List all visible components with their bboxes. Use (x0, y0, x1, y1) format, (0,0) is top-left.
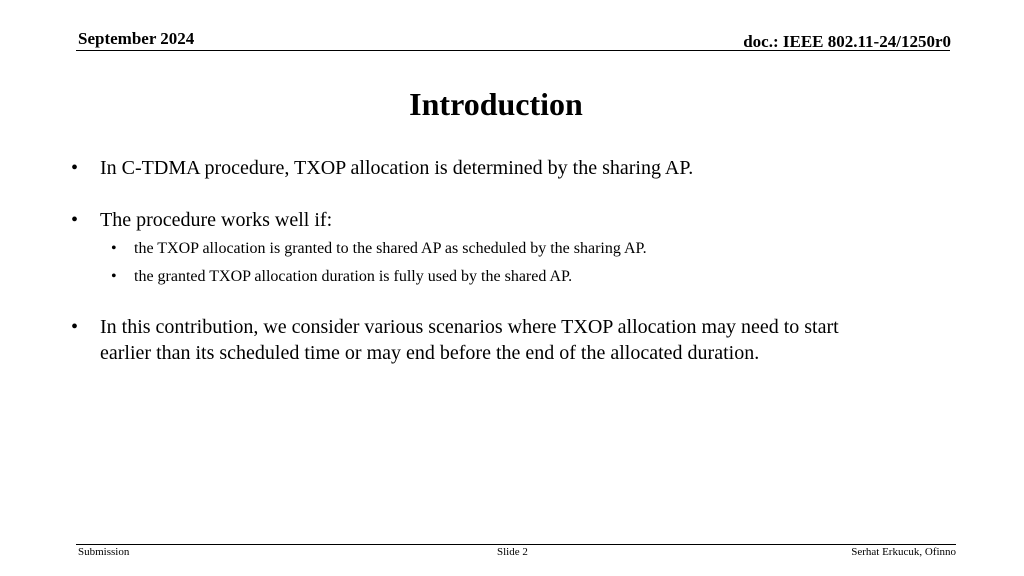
footer-divider (76, 544, 956, 545)
bullet-icon: • (71, 209, 79, 231)
bullet-icon: • (71, 316, 79, 338)
footer-submission: Submission (78, 546, 130, 558)
footer-slide-number: Slide 2 (497, 546, 528, 558)
bullet-item (71, 207, 333, 233)
bullet-text: In C-TDMA procedure, TXOP allocation is determined by the sharing AP. (100, 157, 694, 179)
bullet-text: The procedure works well if: (100, 209, 333, 231)
bullet-icon: • (71, 157, 79, 179)
slide-title: Introduction (409, 86, 583, 122)
header-document-id: doc.: IEEE 802.11-24/1250r0 (743, 32, 951, 51)
sub-bullet-icon: • (111, 268, 117, 285)
footer-author: Serhat Erkucuk, Ofinno (851, 546, 956, 558)
sub-bullet-item (111, 267, 573, 287)
bullet-text: In this contribution, we consider various scenarios where TXOP allocation may need to start earlier than its scheduled time or may end before the end of the allocated duration. (100, 316, 839, 364)
bullet-item (71, 314, 870, 366)
header-date: September 2024 (78, 29, 195, 48)
sub-bullet-text: the TXOP allocation is granted to the shared AP as scheduled by the sharing AP. (134, 240, 647, 257)
header-divider (76, 50, 950, 51)
sub-bullet-item (111, 239, 647, 259)
sub-bullet-text: the granted TXOP allocation duration is fully used by the shared AP. (134, 268, 573, 285)
sub-bullet-icon: • (111, 240, 117, 257)
bullet-item (71, 155, 694, 181)
